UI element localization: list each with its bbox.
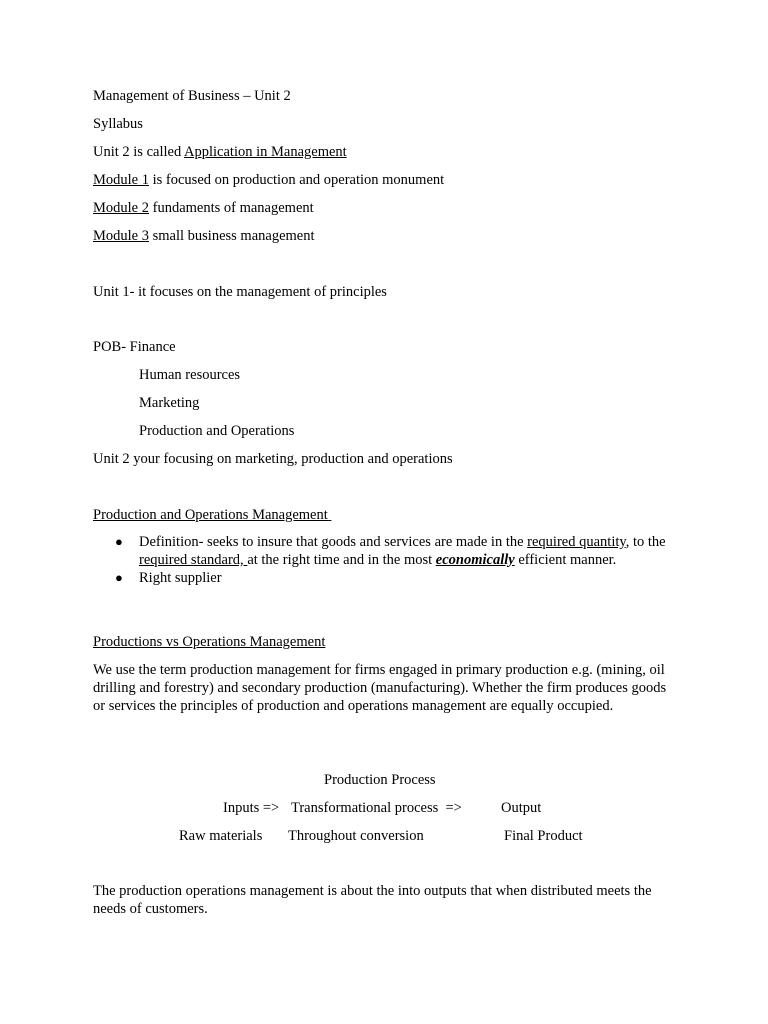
process-throughout: Throughout conversion [288,828,424,844]
unit2-focus-line: Unit 2 your focusing on marketing, production and operations [93,451,453,467]
doc-title: Management of Business – Unit 2 [93,88,291,104]
closing-paragraph: The production operations management is about the into outputs that when distributed meets the needs of customers. [93,883,652,917]
def-part3: at the right time and in the most [247,552,436,568]
unit2-line [93,143,347,161]
pom-heading-text: Production and Operations Management [93,507,332,523]
process-title: Production Process [324,772,436,788]
unit1-line: Unit 1- it focuses on the management of principles [93,284,387,300]
def-part2: , to the [625,534,666,550]
module2-label: Module 2 [93,200,149,216]
pvo-heading [93,633,325,651]
def-required-quantity: required quantity [527,534,626,550]
bullet-icon: ● [115,534,123,549]
list-item [93,533,673,569]
module1-label: Module 1 [93,172,149,188]
pob-item: Production and Operations [139,423,295,439]
definition-list [93,533,673,587]
def-required-standard: required standard, [139,552,248,568]
module1-line [93,171,444,189]
unit2-prefix: Unit 2 is called [93,144,185,160]
module1-text: is focused on production and operation monument [148,172,445,188]
pob-line: POB- Finance [93,339,176,355]
process-inputs: Inputs => [223,800,280,816]
unit2-title: Application in Management [184,144,347,160]
list-item [93,569,673,587]
def-part1: Definition- seeks to insure that goods and services are made in the [139,534,528,550]
module2-text: fundaments of management [148,200,314,216]
process-output: Output [501,800,542,816]
module2-line [93,199,314,217]
process-transform: Transformational process => [291,800,462,816]
pvo-paragraph: We use the term production management for firms engaged in primary production e.g. (mining, oil drilling and forestry) and secondary production (manufacturing). Whether the firm produces goods or services the principles of production and operations management are equally occupied. [93,662,667,714]
pob-item: Marketing [139,395,200,411]
def-economically: economically [435,552,515,568]
process-final-product: Final Product [504,828,583,844]
pob-item: Human resources [139,367,241,383]
module3-label: Module 3 [93,228,149,244]
bullet2-text: Right supplier [139,570,222,586]
process-raw-materials: Raw materials [179,828,263,844]
pvo-heading-text: Productions vs Operations Management [93,634,326,650]
module3-text: small business management [148,228,315,244]
module3-line [93,227,315,245]
pom-heading [93,506,331,524]
syllabus-heading: Syllabus [93,116,143,132]
bullet-icon: ● [115,570,123,585]
def-part4: efficient manner. [514,552,617,568]
